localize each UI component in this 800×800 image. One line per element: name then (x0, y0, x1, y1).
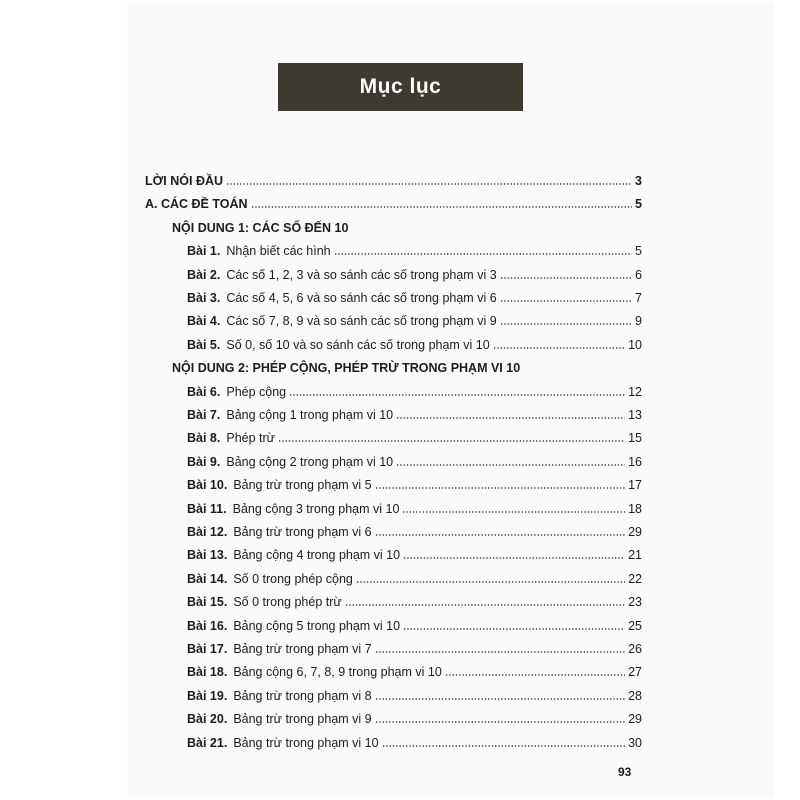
dot-leader (403, 627, 625, 631)
toc-page-number: 12 (628, 385, 642, 399)
dot-leader (500, 299, 632, 303)
toc-page-number: 15 (628, 431, 642, 445)
toc-page-number: 29 (628, 712, 642, 726)
toc-label (187, 336, 490, 354)
toc-page-number: 30 (628, 736, 642, 750)
dot-leader (500, 276, 632, 280)
toc-label (187, 500, 399, 518)
toc-label (172, 359, 520, 377)
toc-label-text: Nhận biết các hình (226, 244, 331, 258)
lesson-number: Bài 19. (187, 689, 228, 703)
toc-page-number: 28 (628, 689, 642, 703)
toc-label-text: Bảng cộng 6, 7, 8, 9 trong phạm vi 10 (233, 665, 442, 679)
toc-item (187, 429, 642, 447)
dot-leader (500, 322, 632, 326)
lesson-number: Bài 11. (187, 502, 227, 516)
toc-label-text: Bảng trừ trong phạm vi 7 (233, 642, 372, 656)
toc-item (187, 336, 642, 354)
lesson-number: Bài 21. (187, 736, 228, 750)
toc-page-number: 3 (635, 174, 642, 188)
dot-leader (345, 603, 625, 607)
lesson-number: Bài 17. (187, 642, 228, 656)
toc-label-text: Bảng cộng 3 trong phạm vi 10 (232, 502, 400, 516)
toc-page-number: 23 (628, 595, 642, 609)
toc-item (187, 500, 642, 518)
toc-label-text: Bảng trừ trong phạm vi 8 (233, 689, 372, 703)
toc-item (187, 687, 642, 705)
dot-leader (402, 510, 625, 514)
dot-leader (375, 650, 625, 654)
dot-leader (251, 205, 632, 209)
toc-label-text: Các số 4, 5, 6 và so sánh các số trong phạm vi 6 (226, 291, 497, 305)
toc-label (187, 710, 372, 728)
lesson-number: Bài 5. (187, 338, 221, 352)
lesson-number: Bài 1. (187, 244, 221, 258)
toc-label-text: LỜI NÓI ĐẦU (145, 174, 224, 188)
dot-leader (493, 346, 625, 350)
toc-label (187, 523, 372, 541)
toc-item (187, 289, 642, 307)
toc-page-number: 5 (635, 197, 642, 211)
toc-page-number: 5 (635, 244, 642, 258)
toc-page-number: 22 (628, 572, 642, 586)
toc-label (187, 242, 331, 260)
toc-section (172, 219, 642, 237)
toc-label (187, 640, 372, 658)
toc-page-number: 6 (635, 268, 642, 282)
toc-item (187, 242, 642, 260)
toc-label (187, 617, 400, 635)
lesson-number: Bài 16. (187, 619, 228, 633)
dot-leader (375, 486, 625, 490)
toc-label (172, 219, 348, 237)
toc-label-text: Số 0 trong phép cộng (233, 572, 353, 586)
toc-title: Mục lục (359, 75, 442, 98)
dot-leader (396, 416, 625, 420)
toc-page-number: 9 (635, 314, 642, 328)
dot-leader (403, 556, 625, 560)
lesson-number: Bài 13. (187, 548, 228, 562)
lesson-number: Bài 2. (187, 268, 221, 282)
toc-label-text: Bảng cộng 2 trong phạm vi 10 (226, 455, 394, 469)
toc-item (187, 453, 642, 471)
page-number: 93 (618, 765, 632, 779)
toc-label (145, 195, 248, 213)
toc-label-text: Bảng trừ trong phạm vi 10 (233, 736, 379, 750)
dot-leader (375, 720, 625, 724)
toc-label (187, 687, 372, 705)
toc-label-text: Bảng cộng 1 trong phạm vi 10 (226, 408, 394, 422)
dot-leader (375, 533, 625, 537)
toc-page-number: 10 (628, 338, 642, 352)
toc-label (187, 593, 342, 611)
lesson-number: Bài 18. (187, 665, 228, 679)
toc-label (187, 546, 400, 564)
toc-item (187, 593, 642, 611)
lesson-number: Bài 3. (187, 291, 221, 305)
toc-page-number: 16 (628, 455, 642, 469)
toc-page-number: 18 (628, 502, 642, 516)
toc-page-number: 27 (628, 665, 642, 679)
toc-label (187, 266, 497, 284)
toc-item (187, 640, 642, 658)
toc-heading (145, 195, 642, 213)
lesson-number: Bài 15. (187, 595, 228, 609)
dot-leader (375, 697, 625, 701)
dot-leader (334, 252, 632, 256)
toc-item (187, 570, 642, 588)
dot-leader (278, 439, 625, 443)
toc-item (187, 546, 642, 564)
toc-label (187, 429, 275, 447)
toc-label-text: NỘI DUNG 2: PHÉP CỘNG, PHÉP TRỪ TRONG PHẠM VI 10 (172, 361, 521, 375)
toc-label-text: Phép cộng (226, 385, 287, 399)
dot-leader (396, 463, 625, 467)
toc-item (187, 266, 642, 284)
toc-page-number: 7 (635, 291, 642, 305)
toc-label (187, 312, 497, 330)
toc-page-number: 25 (628, 619, 642, 633)
toc-label (145, 172, 223, 190)
dot-leader (382, 744, 626, 748)
toc-page-number: 21 (628, 548, 642, 562)
toc-item (187, 312, 642, 330)
toc-label (187, 663, 442, 681)
dot-leader (445, 673, 625, 677)
lesson-number: Bài 14. (187, 572, 228, 586)
toc-label (187, 453, 393, 471)
toc-item (187, 734, 642, 752)
toc-item (187, 476, 642, 494)
toc-label-text: Bảng trừ trong phạm vi 5 (233, 478, 372, 492)
toc-label-text: Số 0, số 10 và so sánh các số trong phạm vi 10 (226, 338, 490, 352)
toc-label-text: Các số 1, 2, 3 và so sánh các số trong phạm vi 3 (226, 268, 497, 282)
toc-label-text: Phép trừ (226, 431, 276, 445)
toc-label (187, 406, 393, 424)
toc-label-text: Số 0 trong phép trừ (233, 595, 342, 609)
toc-label-text: A. CÁC ĐỀ TOÁN (145, 197, 248, 211)
toc-label-text: Bảng cộng 4 trong phạm vi 10 (233, 548, 401, 562)
lesson-number: Bài 9. (187, 455, 221, 469)
toc-item (187, 406, 642, 424)
toc-label (187, 570, 353, 588)
toc-label-text: NỘI DUNG 1: CÁC SỐ ĐẾN 10 (172, 221, 349, 235)
toc-page-number: 17 (628, 478, 642, 492)
lesson-number: Bài 4. (187, 314, 221, 328)
toc-label-text: Các số 7, 8, 9 và so sánh các số trong phạm vi 9 (226, 314, 497, 328)
toc-item (187, 617, 642, 635)
lesson-number: Bài 20. (187, 712, 228, 726)
toc-label (187, 476, 372, 494)
toc-heading (145, 172, 642, 190)
dot-leader (289, 393, 625, 397)
toc-label (187, 383, 286, 401)
dot-leader (226, 182, 632, 186)
lesson-number: Bài 8. (187, 431, 221, 445)
toc-page-number: 29 (628, 525, 642, 539)
toc-label (187, 734, 379, 752)
toc-label-text: Bảng cộng 5 trong phạm vi 10 (233, 619, 401, 633)
toc-item (187, 710, 642, 728)
lesson-number: Bài 6. (187, 385, 221, 399)
toc-item (187, 663, 642, 681)
lesson-number: Bài 7. (187, 408, 221, 422)
toc-label-text: Bảng trừ trong phạm vi 6 (233, 525, 372, 539)
lesson-number: Bài 12. (187, 525, 228, 539)
toc-item (187, 523, 642, 541)
lesson-number: Bài 10. (187, 478, 228, 492)
toc-section (172, 359, 642, 377)
toc-page-number: 26 (628, 642, 642, 656)
dot-leader (356, 580, 625, 584)
toc-item (187, 383, 642, 401)
toc-label-text: Bảng trừ trong phạm vi 9 (233, 712, 372, 726)
toc-label (187, 289, 497, 307)
toc-page-number: 13 (628, 408, 642, 422)
